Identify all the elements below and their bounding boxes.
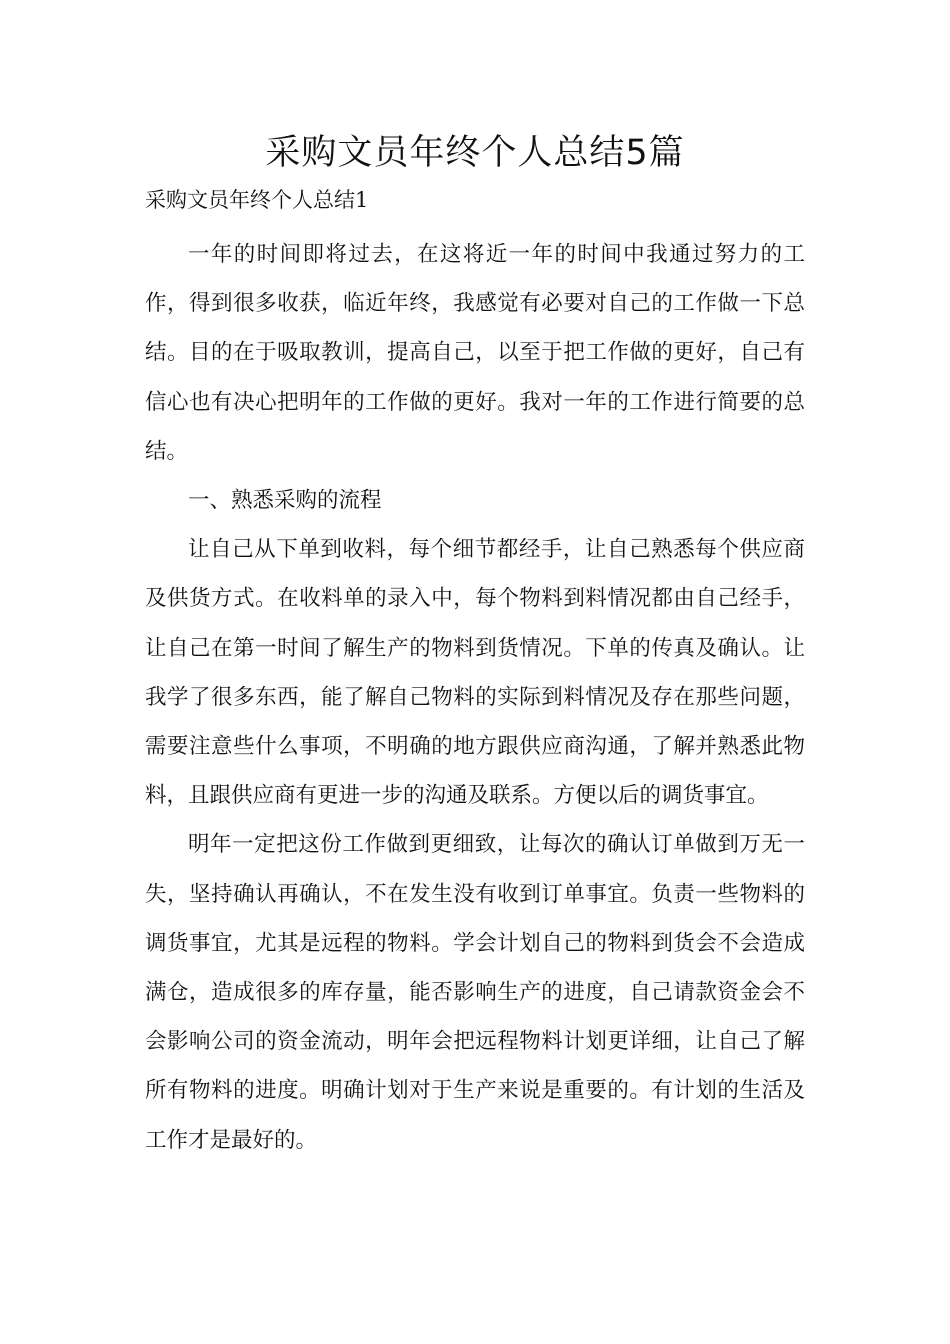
document-body (145, 230, 805, 1165)
paragraph-process: 让自己从下单到收料，每个细节都经手，让自己熟悉每个供应商及供货方式。在收料单的录入中，每个物料到料情况都由自己经手，让自己在第一时间了解生产的物料到货情况。下单的传真及确认。让我学了很多东西，能了解自己物料的实际到料情况及存在那些问题，需要注意些什么事项，不明确的地方跟供应商沟通，了解并熟悉此物料，且跟供应商有更进一步的沟通及联系。方便以后的调货事宜。 (145, 537, 805, 809)
document-subtitle: 采购文员年终个人总结1 (145, 188, 369, 212)
section-heading: 一、熟悉采购的流程 (188, 488, 382, 514)
document-title: 采购文员年终个人总结5篇 (265, 133, 685, 173)
paragraph-intro: 一年的时间即将过去，在这将近一年的时间中我通过努力的工作，得到很多收获，临近年终，我感觉有必要对自己的工作做一下总结。目的在于吸取教训，提高自己，以至于把工作做的更好，自己有信心也有决心把明年的工作做的更好。我对一年的工作进行简要的总结。 (145, 242, 805, 464)
paragraph-plan: 明年一定把这份工作做到更细致，让每次的确认订单做到万无一失，坚持确认再确认，不在发生没有收到订单事宜。负责一些物料的调货事宜，尤其是远程的物料。学会计划自己的物料到货会不会造成满仓，造成很多的库存量，能否影响生产的进度，自己请款资金会不会影响公司的资金流动，明年会把远程物料计划更详细，让自己了解所有物料的进度。明确计划对于生产来说是重要的。有计划的生活及工作才是最好的。 (145, 832, 805, 1153)
